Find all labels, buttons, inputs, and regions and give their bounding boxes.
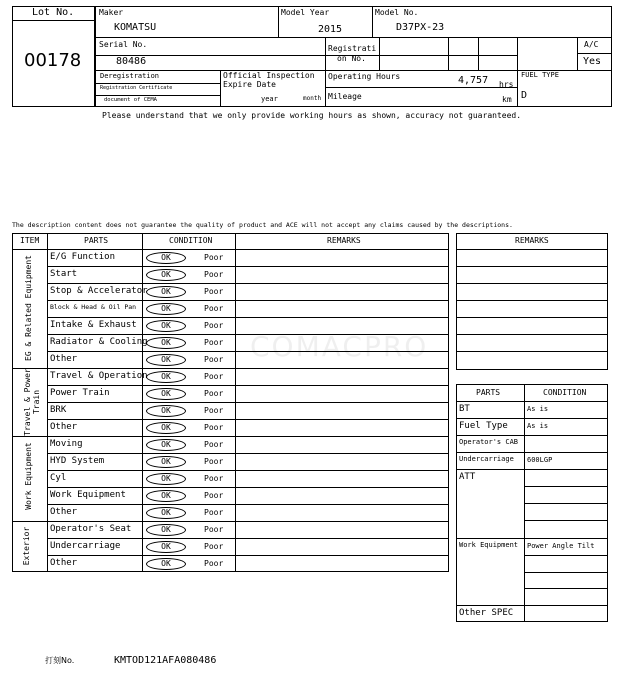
group-label-exterior: Exterior bbox=[22, 526, 31, 566]
col-condition-header: CONDITION bbox=[169, 236, 213, 245]
poor-option[interactable]: Poor bbox=[204, 423, 224, 432]
spec-part-label: Work Equipment bbox=[459, 541, 519, 549]
deregistration-label: Deregistration bbox=[100, 72, 160, 80]
lot-number: 00178 bbox=[24, 50, 82, 71]
model-year-label: Model Year bbox=[281, 8, 330, 17]
ok-checkbox[interactable]: OK bbox=[146, 541, 186, 553]
spec-part-label: Fuel Type bbox=[459, 421, 508, 431]
part-label: Other bbox=[50, 558, 78, 568]
ok-checkbox[interactable]: OK bbox=[146, 524, 186, 536]
side-remarks-header: REMARKS bbox=[515, 236, 549, 245]
ok-checkbox[interactable]: OK bbox=[146, 252, 186, 264]
maker-label: Maker bbox=[99, 8, 124, 17]
poor-option[interactable]: Poor bbox=[204, 508, 224, 517]
ok-checkbox[interactable]: OK bbox=[146, 286, 186, 298]
part-label: Block & Head & Oil Pan bbox=[50, 303, 137, 311]
ok-checkbox[interactable]: OK bbox=[146, 354, 186, 366]
serial-label: Serial No. bbox=[99, 40, 148, 49]
poor-option[interactable]: Poor bbox=[204, 287, 224, 296]
engraved-no-value: KMTOD121AFA080486 bbox=[114, 655, 217, 666]
spec-part-label: Operator's CAB bbox=[459, 438, 519, 446]
poor-option[interactable]: Poor bbox=[204, 372, 224, 381]
ok-checkbox[interactable]: OK bbox=[146, 473, 186, 485]
operating-hours-label: Operating Hours bbox=[328, 72, 401, 81]
poor-option[interactable]: Poor bbox=[204, 440, 224, 449]
group-label-travel-1: Travel & Power bbox=[23, 368, 32, 436]
part-label: Moving bbox=[50, 439, 83, 449]
ok-checkbox[interactable]: OK bbox=[146, 490, 186, 502]
part-label: Other bbox=[50, 507, 78, 517]
ok-checkbox[interactable]: OK bbox=[146, 439, 186, 451]
poor-option[interactable]: Poor bbox=[204, 525, 224, 534]
ok-checkbox[interactable]: OK bbox=[146, 422, 186, 434]
poor-option[interactable]: Poor bbox=[204, 457, 224, 466]
spec-part-label: Other SPEC bbox=[459, 608, 514, 618]
mileage-label: Mileage bbox=[328, 92, 362, 101]
part-label: Other bbox=[50, 422, 78, 432]
hours-note: Please understand that we only provide working hours as shown, accuracy not guaranteed. bbox=[102, 111, 522, 120]
poor-option[interactable]: Poor bbox=[204, 338, 224, 347]
ok-checkbox[interactable]: OK bbox=[146, 558, 186, 570]
part-label: Stop & Accelerator bbox=[50, 286, 148, 296]
spec-part-label: ATT bbox=[459, 472, 476, 482]
registration-cert-label: Registration Certificate bbox=[100, 85, 173, 91]
poor-option[interactable]: Poor bbox=[204, 491, 224, 500]
model-no-value: D37PX-23 bbox=[396, 22, 445, 33]
group-label-travel-2: Train bbox=[32, 389, 41, 415]
operating-hours-value: 4,757 bbox=[458, 75, 489, 86]
inspection-label-1: Official Inspection bbox=[223, 71, 315, 80]
ok-checkbox[interactable]: OK bbox=[146, 337, 186, 349]
part-label: Operator's Seat bbox=[50, 524, 132, 534]
spec-condition-value: As is bbox=[527, 422, 549, 430]
poor-option[interactable]: Poor bbox=[204, 559, 224, 568]
poor-option[interactable]: Poor bbox=[204, 474, 224, 483]
poor-option[interactable]: Poor bbox=[204, 542, 224, 551]
month-label: month bbox=[303, 95, 322, 102]
poor-option[interactable]: Poor bbox=[204, 389, 224, 398]
part-label: Cyl bbox=[50, 473, 67, 483]
registration-label-2: on No. bbox=[337, 54, 366, 63]
poor-option[interactable]: Poor bbox=[204, 321, 224, 330]
disclaimer: The description content does not guarantee the quality of product and ACE will not accept any claims caused by the descriptions. bbox=[12, 221, 513, 229]
part-label: BRK bbox=[50, 405, 67, 415]
cema-label: document of CEMA bbox=[104, 97, 157, 103]
model-year-value: 2015 bbox=[318, 24, 343, 35]
col-remarks-header: REMARKS bbox=[327, 236, 361, 245]
part-label: Intake & Exhaust bbox=[50, 320, 137, 330]
col-parts-header: PARTS bbox=[84, 236, 109, 245]
engraved-no-label: 打刻No. bbox=[45, 656, 75, 665]
part-label: Start bbox=[50, 269, 78, 279]
part-label: HYD System bbox=[50, 456, 105, 466]
ok-checkbox[interactable]: OK bbox=[146, 371, 186, 383]
poor-option[interactable]: Poor bbox=[204, 253, 224, 262]
fuel-type-value: D bbox=[521, 90, 528, 101]
part-label: Work Equipment bbox=[50, 490, 126, 500]
spec-part-label: BT bbox=[459, 404, 470, 414]
part-label: E/G Function bbox=[50, 252, 116, 262]
ac-label: A/C bbox=[584, 40, 599, 49]
group-label-eg: EG & Related Equipment bbox=[24, 255, 33, 361]
ok-checkbox[interactable]: OK bbox=[146, 320, 186, 332]
side-parts-header: PARTS bbox=[476, 388, 501, 397]
fuel-type-label: FUEL TYPE bbox=[521, 71, 559, 79]
model-no-label: Model No. bbox=[375, 8, 419, 17]
ok-checkbox[interactable]: OK bbox=[146, 405, 186, 417]
side-remarks-box bbox=[456, 233, 608, 370]
part-label: Travel & Operation bbox=[50, 371, 148, 381]
poor-option[interactable]: Poor bbox=[204, 270, 224, 279]
inspection-label-2: Expire Date bbox=[223, 80, 276, 89]
registration-label-1: Registrati bbox=[328, 44, 377, 53]
lot-label: Lot No. bbox=[32, 7, 75, 18]
spec-condition-value: Power Angle Tilt bbox=[527, 542, 595, 550]
maker-value: KOMATSU bbox=[114, 22, 157, 33]
serial-value: 80486 bbox=[116, 56, 147, 67]
part-label: Radiator & Cooling bbox=[50, 337, 148, 347]
part-label: Power Train bbox=[50, 388, 110, 398]
watermark: COMACPRO bbox=[250, 330, 429, 363]
part-label: Undercarriage bbox=[50, 541, 121, 551]
year-label: year bbox=[261, 95, 278, 103]
spec-condition-value: As is bbox=[527, 405, 549, 413]
ac-value: Yes bbox=[583, 56, 602, 67]
poor-option[interactable]: Poor bbox=[204, 355, 224, 364]
ok-checkbox[interactable]: OK bbox=[146, 388, 186, 400]
spec-condition-value: 600LGP bbox=[527, 456, 553, 464]
km-unit: km bbox=[502, 95, 512, 104]
poor-option[interactable]: Poor bbox=[204, 304, 224, 313]
ok-checkbox[interactable]: OK bbox=[146, 507, 186, 519]
ok-checkbox[interactable]: OK bbox=[146, 303, 186, 315]
ok-checkbox[interactable]: OK bbox=[146, 456, 186, 468]
part-label: Other bbox=[50, 354, 78, 364]
poor-option[interactable]: Poor bbox=[204, 406, 224, 415]
ok-checkbox[interactable]: OK bbox=[146, 269, 186, 281]
group-label-work: Work Equipment bbox=[24, 442, 33, 510]
hrs-unit: hrs bbox=[499, 80, 514, 89]
side-condition-header: CONDITION bbox=[543, 388, 587, 397]
col-item-header: ITEM bbox=[20, 236, 40, 245]
spec-part-label: Undercarriage bbox=[459, 455, 514, 463]
